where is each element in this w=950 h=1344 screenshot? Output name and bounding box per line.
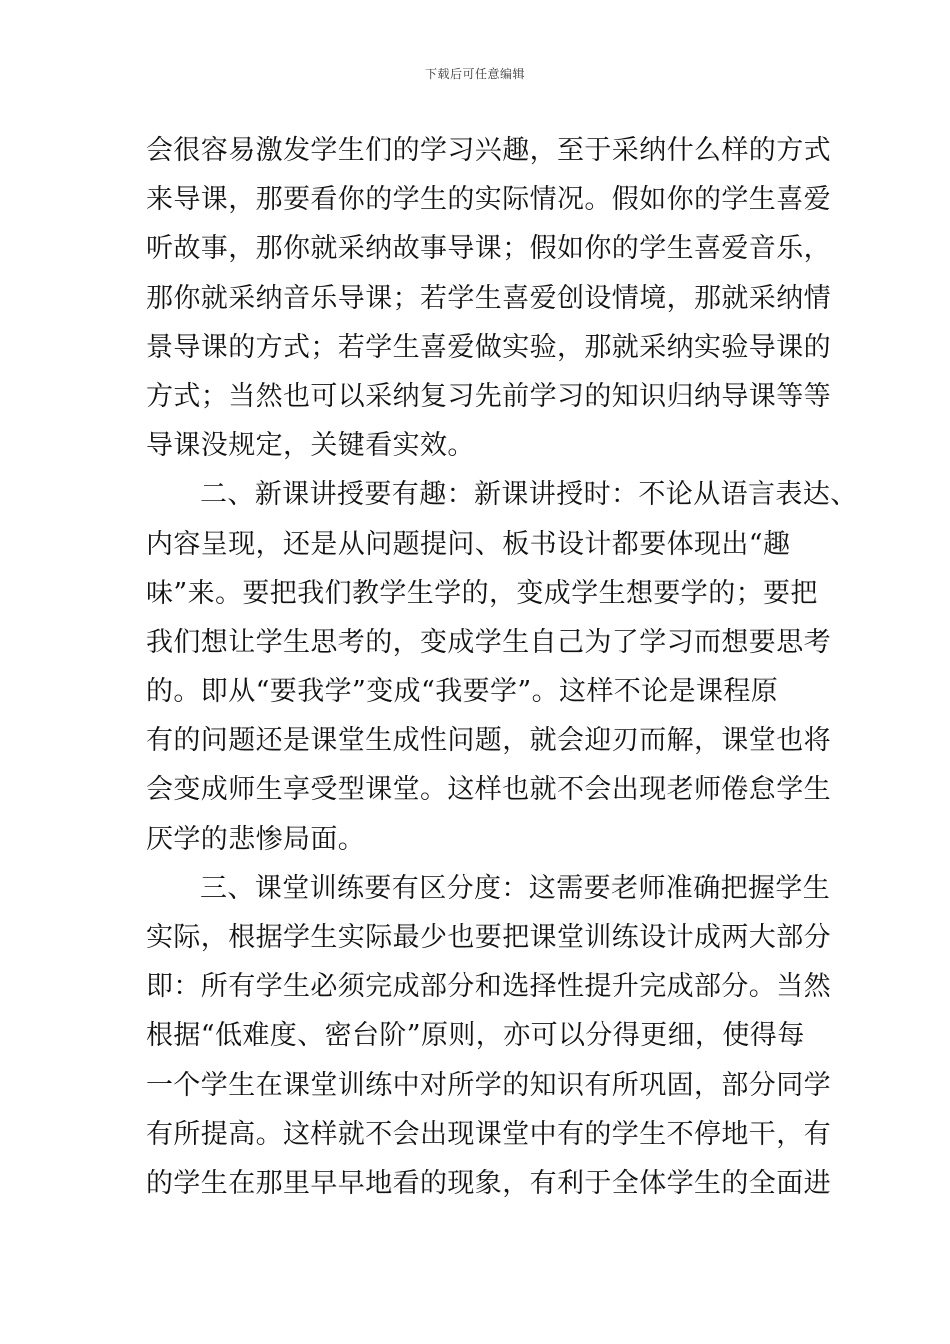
text-line: 有的问题还是课堂生成性问题，就会迎刃而解，课堂也将 bbox=[146, 725, 831, 757]
text-line: 我们想让学生思考的，变成学生自己为了学习而想要思考 bbox=[146, 626, 831, 658]
text-line: 那你就采纳音乐导课；若学生喜爱创设情境，那就采纳情 bbox=[146, 282, 831, 314]
text-line: 根据“低难度、密台阶”原则，亦可以分得更细，使得每 bbox=[146, 1020, 805, 1052]
header-note: 下载后可任意编辑 bbox=[424, 67, 525, 81]
text-line: 即：所有学生必须完成部分和选择性提升完成部分。当然 bbox=[146, 971, 831, 1003]
paragraph-start-line: 二、新课讲授要有趣：新课讲授时：不论从语言表达、 bbox=[200, 479, 858, 511]
paragraph-start-line: 三、课堂训练要有区分度：这需要老师准确把握学生 bbox=[200, 872, 831, 904]
text-line: 听故事，那你就采纳故事导课；假如你的学生喜爱音乐， bbox=[146, 233, 831, 265]
text-line: 会很容易激发学生们的学习兴趣，至于采纳什么样的方式 bbox=[146, 135, 831, 166]
text-line: 景导课的方式；若学生喜爱做实验，那就采纳实验导课的 bbox=[146, 331, 831, 363]
text-line: 厌学的悲惨局面。 bbox=[146, 823, 366, 855]
text-line: 方式；当然也可以采纳复习先前学习的知识归纳导课等等 bbox=[146, 380, 831, 412]
text-line: 实际，根据学生实际最少也要把课堂训练设计成两大部分 bbox=[146, 922, 831, 953]
text-line: 的学生在那里早早地看的现象，有利于全体学生的全面进 bbox=[146, 1167, 831, 1199]
text-line: 的。即从“要我学”变成“我要学”。这样不论是课程原 bbox=[146, 676, 779, 708]
text-line: 会变成师生享受型课堂。这样也就不会出现老师倦怠学生 bbox=[146, 774, 831, 806]
body-text bbox=[146, 126, 858, 1208]
text-line: 内容呈现，还是从问题提问、板书设计都要体现出“趣 bbox=[146, 528, 791, 560]
text-line: 一个学生在课堂训练中对所学的知识有所巩固，部分同学 bbox=[146, 1069, 831, 1101]
text-line: 来导课，那要看你的学生的实际情况。假如你的学生喜爱 bbox=[146, 184, 831, 216]
text-line: 味”来。要把我们教学生学的，变成学生想要学的；要把 bbox=[146, 577, 818, 609]
text-line: 有所提高。这样就不会出现课堂中有的学生不停地干，有 bbox=[146, 1118, 831, 1150]
text-line: 导课没规定，关键看实效。 bbox=[146, 430, 475, 462]
